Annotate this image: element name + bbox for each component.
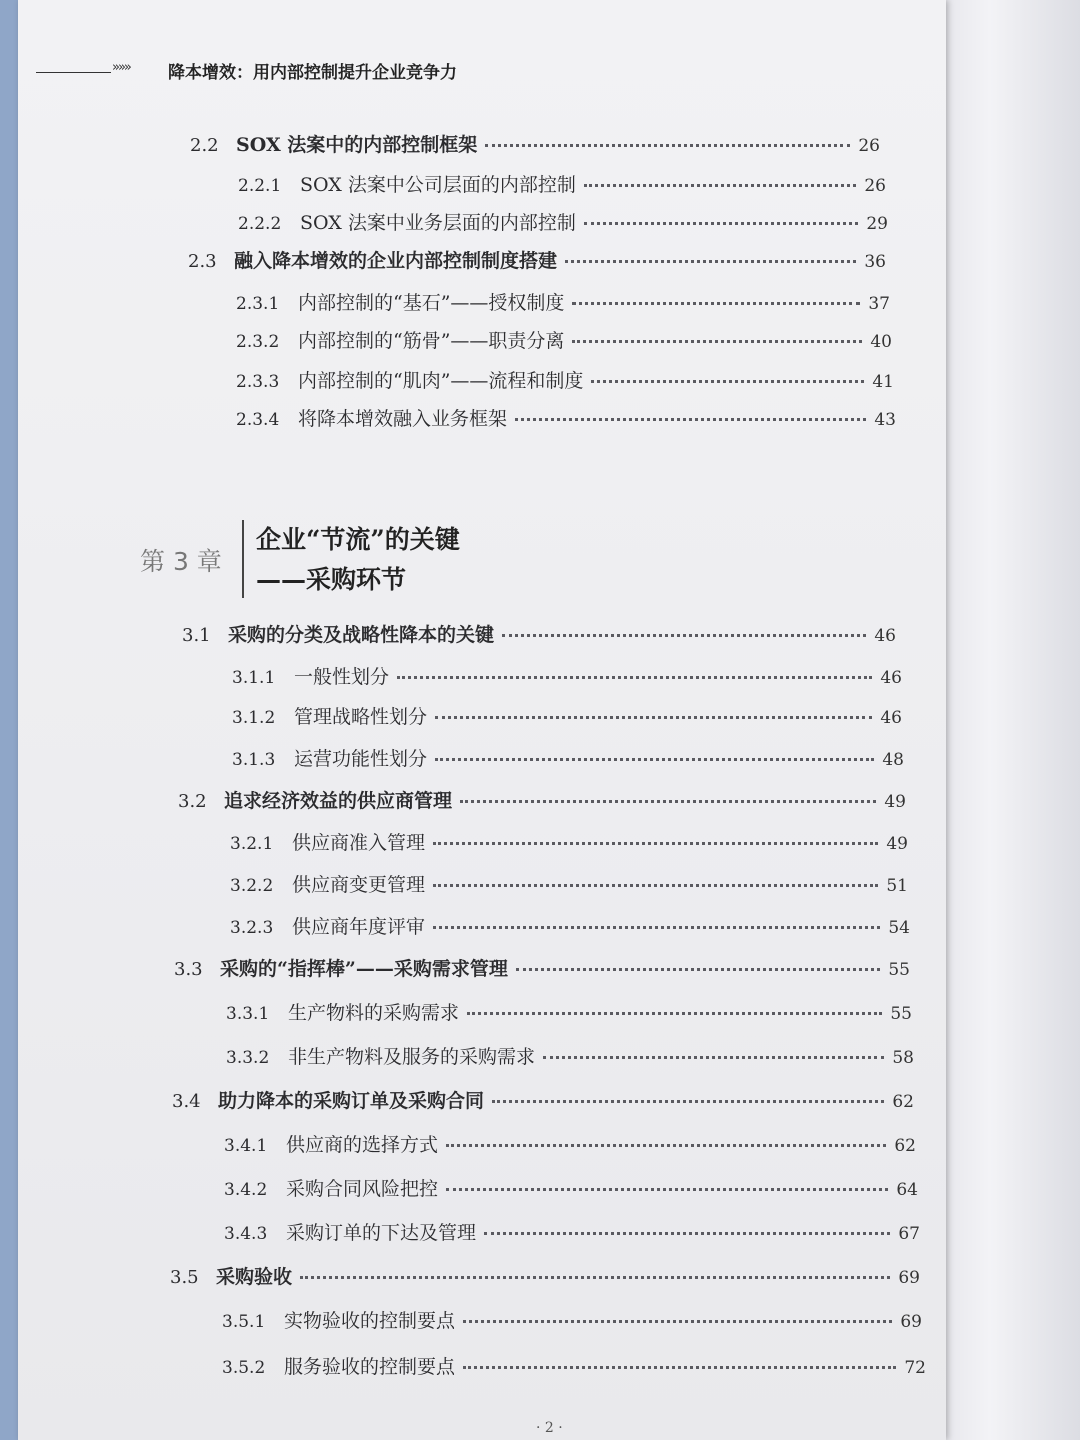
toc-entry-number: 2.3.4 — [236, 410, 280, 430]
dot-leader — [502, 634, 866, 637]
toc-entry-page: 37 — [868, 294, 890, 314]
toc-entry-title: 采购的“指挥棒”——采购需求管理 — [220, 958, 508, 980]
toc-entry-title: 供应商准入管理 — [292, 832, 426, 854]
toc-entry — [222, 1352, 926, 1379]
toc-entry-number: 2.2 — [190, 135, 219, 156]
chapter-title-line2: ——采购环节 — [256, 565, 407, 594]
toc-entry-number: 3.5.2 — [222, 1358, 266, 1378]
toc-entry-title: SOX 法案中公司层面的内部控制 — [300, 174, 576, 196]
toc-entry-page: 67 — [898, 1224, 920, 1244]
toc-entry-title: SOX 法案中的内部控制框架 — [236, 134, 478, 156]
dot-leader — [572, 340, 862, 343]
book-title: 降本增效：用内部控制提升企业竞争力 — [168, 63, 457, 83]
next-page-edge — [930, 0, 1080, 1440]
toc-entry — [170, 1262, 920, 1289]
toc-entry — [182, 620, 896, 647]
toc-entry-number: 3.3.1 — [226, 1004, 270, 1024]
header-chevron-icon: »»» — [112, 60, 130, 75]
toc-entry-title: 服务验收的控制要点 — [284, 1356, 456, 1378]
toc-entry — [222, 1306, 922, 1333]
toc-entry-number: 3.2.2 — [230, 876, 274, 896]
running-header — [36, 58, 556, 84]
toc-entry-number: 2.2.1 — [238, 176, 282, 196]
toc-entry — [236, 366, 894, 393]
toc-entry-title: 一般性划分 — [294, 666, 390, 688]
toc-entry-number: 3.1.3 — [232, 750, 276, 770]
toc-entry-number: 3.1.1 — [232, 668, 276, 688]
toc-entry — [238, 170, 886, 197]
toc-entry-page: 64 — [896, 1180, 918, 1200]
toc-entry-title: 追求经济效益的供应商管理 — [224, 790, 453, 812]
toc-entry — [224, 1218, 920, 1245]
toc-entry-title: 非生产物料及服务的采购需求 — [288, 1046, 536, 1068]
toc-entry-title: SOX 法案中业务层面的内部控制 — [300, 212, 576, 234]
toc-entry — [230, 828, 908, 855]
toc-entry — [226, 1042, 914, 1069]
toc-entry-page: 29 — [866, 214, 888, 234]
toc-entry-title: 内部控制的“基石”——授权制度 — [298, 292, 565, 314]
toc-entry — [224, 1174, 918, 1201]
toc-entry-number: 2.3.2 — [236, 332, 280, 352]
toc-entry-number: 3.3 — [174, 959, 203, 980]
chapter-heading — [140, 512, 660, 602]
toc-entry-number: 3.1.2 — [232, 708, 276, 728]
toc-entry-title: 供应商年度评审 — [292, 916, 426, 938]
dot-leader — [515, 418, 866, 421]
toc-entry-title: 生产物料的采购需求 — [288, 1002, 460, 1024]
toc-entry-number: 3.2 — [178, 791, 207, 812]
toc-entry-title: 将降本增效融入业务框架 — [298, 408, 508, 430]
toc-entry-number: 3.4.3 — [224, 1224, 268, 1244]
book-page — [18, 0, 946, 1440]
toc-entry-page: 46 — [880, 668, 902, 688]
toc-entry-number: 3.4.1 — [224, 1136, 268, 1156]
toc-entry — [174, 954, 910, 981]
toc-entry-number: 3.1 — [182, 625, 211, 646]
toc-entry-number: 3.5 — [170, 1267, 199, 1288]
dot-leader — [591, 380, 864, 383]
toc-entry-title: 融入降本增效的企业内部控制制度搭建 — [234, 250, 558, 272]
toc-entry-page: 36 — [864, 252, 886, 272]
toc-entry-page: 72 — [904, 1358, 926, 1378]
dot-leader — [433, 842, 878, 845]
dot-leader — [433, 926, 880, 929]
chapter-divider — [242, 520, 244, 598]
toc-entry-page: 26 — [864, 176, 886, 196]
toc-entry — [232, 702, 902, 729]
toc-entry-page: 51 — [886, 876, 908, 896]
toc-entry-page: 55 — [890, 1004, 912, 1024]
toc-entry — [232, 744, 904, 771]
toc-entry-title: 采购验收 — [216, 1266, 293, 1288]
toc-entry-title: 供应商的选择方式 — [286, 1134, 439, 1156]
dot-leader — [485, 144, 850, 147]
toc-entry — [230, 870, 908, 897]
dot-leader — [460, 800, 876, 803]
toc-entry-page: 62 — [894, 1136, 916, 1156]
toc-entry-page: 58 — [892, 1048, 914, 1068]
chapter-title-line1: 企业“节流”的关键 — [256, 525, 460, 554]
dot-leader — [397, 676, 872, 679]
dot-leader — [435, 758, 874, 761]
toc-entry-page: 40 — [870, 332, 892, 352]
toc-entry-page: 46 — [874, 626, 896, 646]
toc-entry-title: 运营功能性划分 — [294, 748, 428, 770]
toc-entry-number: 3.5.1 — [222, 1312, 266, 1332]
page-number: · 2 · — [536, 1420, 563, 1436]
dot-leader — [565, 260, 856, 263]
dot-leader — [446, 1144, 886, 1147]
toc-entry-title: 采购的分类及战略性降本的关键 — [228, 624, 495, 646]
toc-entry — [236, 326, 892, 353]
dot-leader — [516, 968, 881, 971]
toc-entry-number: 2.3 — [188, 251, 217, 272]
dot-leader — [433, 884, 878, 887]
toc-entry — [236, 404, 896, 431]
dot-leader — [484, 1232, 890, 1235]
toc-entry — [178, 786, 906, 813]
dot-leader — [446, 1188, 888, 1191]
toc-entry-number: 2.3.1 — [236, 294, 280, 314]
toc-entry-title: 采购订单的下达及管理 — [286, 1222, 477, 1244]
toc-entry — [190, 130, 880, 157]
dot-leader — [435, 716, 872, 719]
toc-entry — [224, 1130, 916, 1157]
toc-entry — [236, 288, 890, 315]
toc-entry-title: 内部控制的“肌肉”——流程和制度 — [298, 370, 584, 392]
toc-entry-page: 69 — [898, 1268, 920, 1288]
toc-entry-number: 3.2.1 — [230, 834, 274, 854]
toc-entry-page: 49 — [886, 834, 908, 854]
toc-entry-title: 采购合同风险把控 — [286, 1178, 439, 1200]
dot-leader — [492, 1100, 884, 1103]
toc-entry-number: 2.2.2 — [238, 214, 282, 234]
dot-leader — [543, 1056, 884, 1059]
dot-leader — [572, 302, 860, 305]
dot-leader — [467, 1012, 882, 1015]
header-rule — [36, 72, 111, 73]
toc-entry — [232, 662, 902, 689]
toc-entry-page: 54 — [888, 918, 910, 938]
toc-entry-number: 3.4 — [172, 1091, 201, 1112]
toc-entry-title: 实物验收的控制要点 — [284, 1310, 456, 1332]
dot-leader — [584, 222, 859, 225]
chapter-number: 第 3 章 — [140, 547, 222, 576]
toc-entry-title: 供应商变更管理 — [292, 874, 426, 896]
toc-entry-page: 48 — [882, 750, 904, 770]
toc-entry-title: 助力降本的采购订单及采购合同 — [218, 1090, 485, 1112]
toc-entry-title: 内部控制的“筋骨”——职责分离 — [298, 330, 565, 352]
toc-entry-title: 管理战略性划分 — [294, 706, 428, 728]
toc-entry-page: 41 — [872, 372, 894, 392]
toc-entry — [230, 912, 910, 939]
toc-entry-page: 46 — [880, 708, 902, 728]
toc-entry — [188, 246, 886, 273]
toc-entry — [172, 1086, 914, 1113]
toc-entry — [226, 998, 912, 1025]
toc-entry-page: 49 — [884, 792, 906, 812]
toc-entry-number: 3.3.2 — [226, 1048, 270, 1068]
dot-leader — [463, 1320, 892, 1323]
dot-leader — [300, 1276, 890, 1279]
toc-entry-number: 2.3.3 — [236, 372, 280, 392]
toc-entry-number: 3.2.3 — [230, 918, 274, 938]
toc-entry-page: 69 — [900, 1312, 922, 1332]
toc-entry-page: 26 — [858, 136, 880, 156]
toc-entry — [238, 208, 888, 235]
toc-entry-page: 62 — [892, 1092, 914, 1112]
toc-entry-page: 43 — [874, 410, 896, 430]
dot-leader — [463, 1366, 896, 1369]
toc-entry-page: 55 — [888, 960, 910, 980]
dot-leader — [584, 184, 857, 187]
toc-entry-number: 3.4.2 — [224, 1180, 268, 1200]
